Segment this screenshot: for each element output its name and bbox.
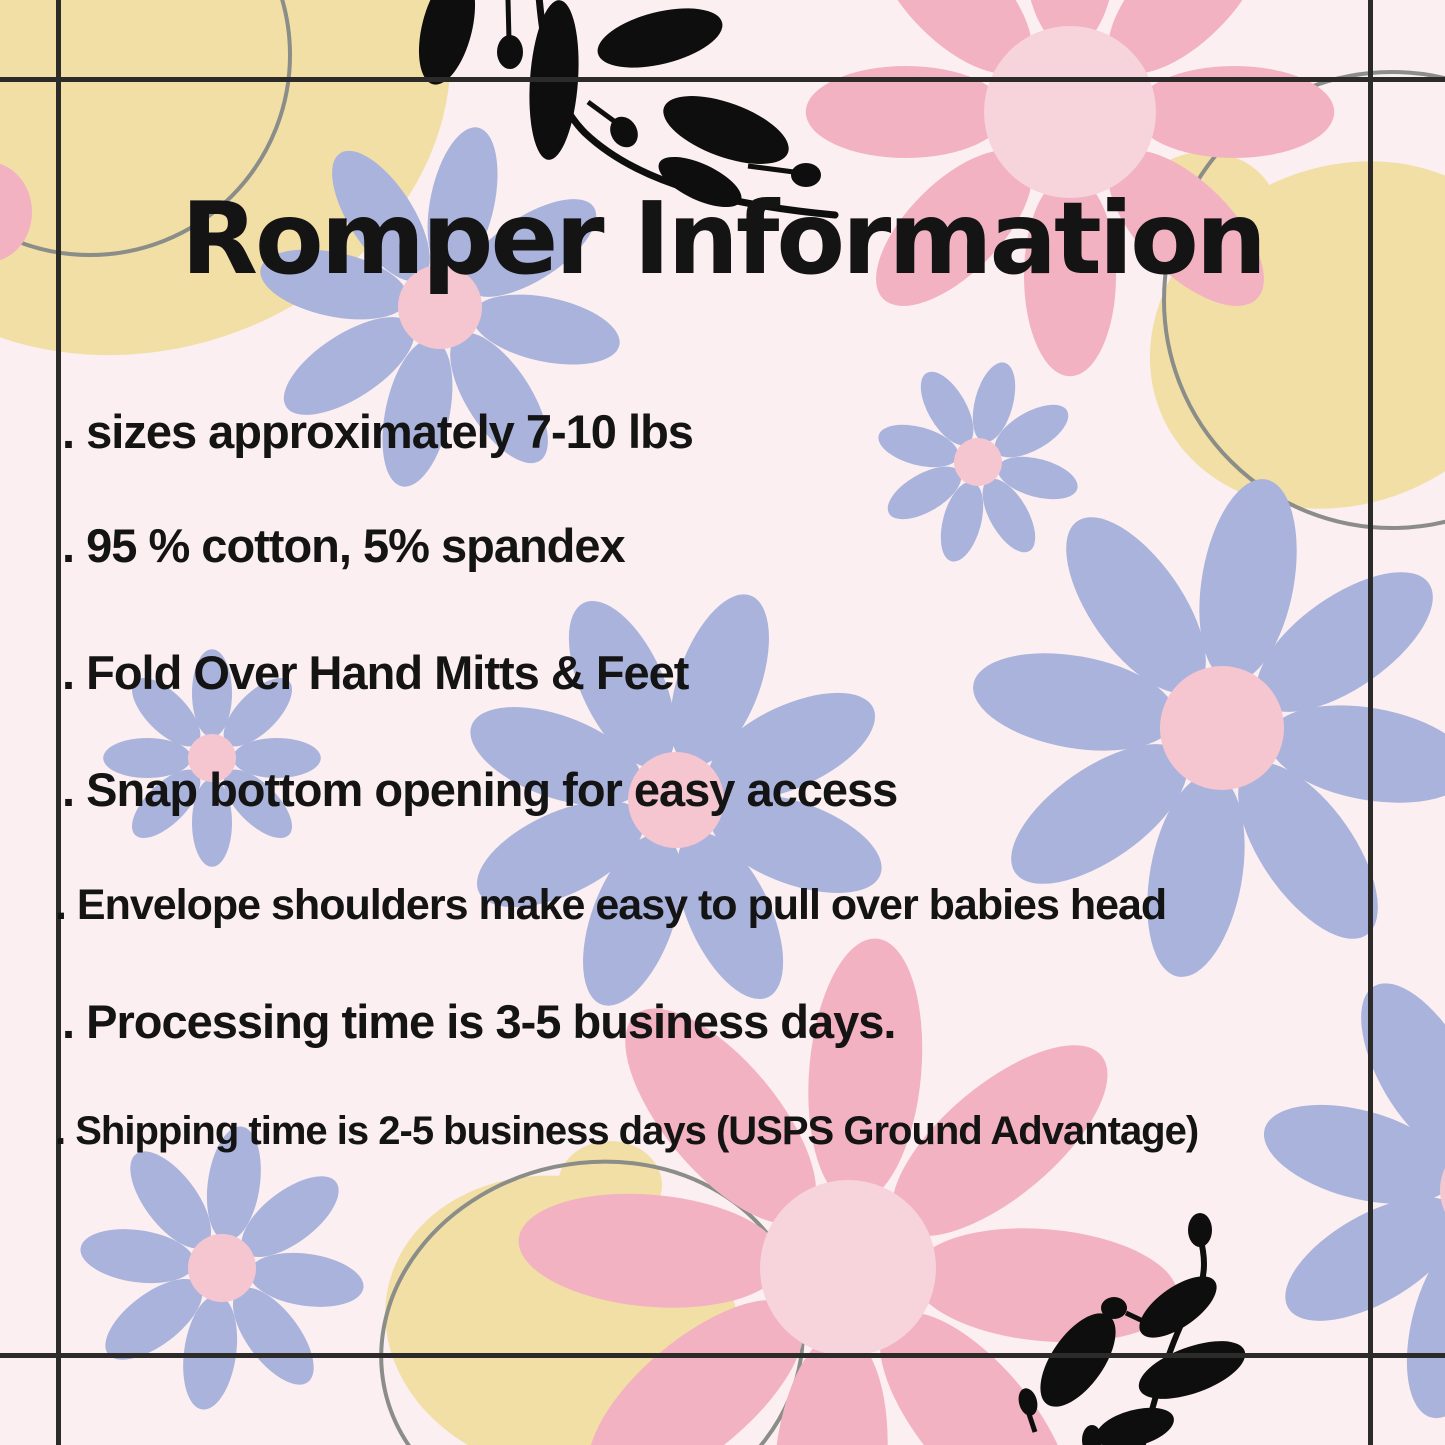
bullet-snap: . Snap bottom opening for easy access (62, 763, 898, 816)
frame-line-bottom (0, 1353, 1445, 1358)
bullet-fabric: . 95 % cotton, 5% spandex (62, 519, 625, 572)
bullet-mitts-feet: . Fold Over Hand Mitts & Feet (62, 646, 689, 699)
bullet-shipping: . Shipping time is 2-5 business days (USPS Ground Advantage) (55, 1109, 1199, 1153)
bullet-sizes: . sizes approximately 7-10 lbs (62, 405, 693, 458)
bullet-shoulders: . Envelope shoulders make easy to pull over babies head (55, 881, 1167, 929)
bullet-processing: . Processing time is 3-5 business days. (62, 995, 896, 1048)
frame-line-top (0, 77, 1445, 82)
page-title: Romper Information (180, 180, 1264, 297)
